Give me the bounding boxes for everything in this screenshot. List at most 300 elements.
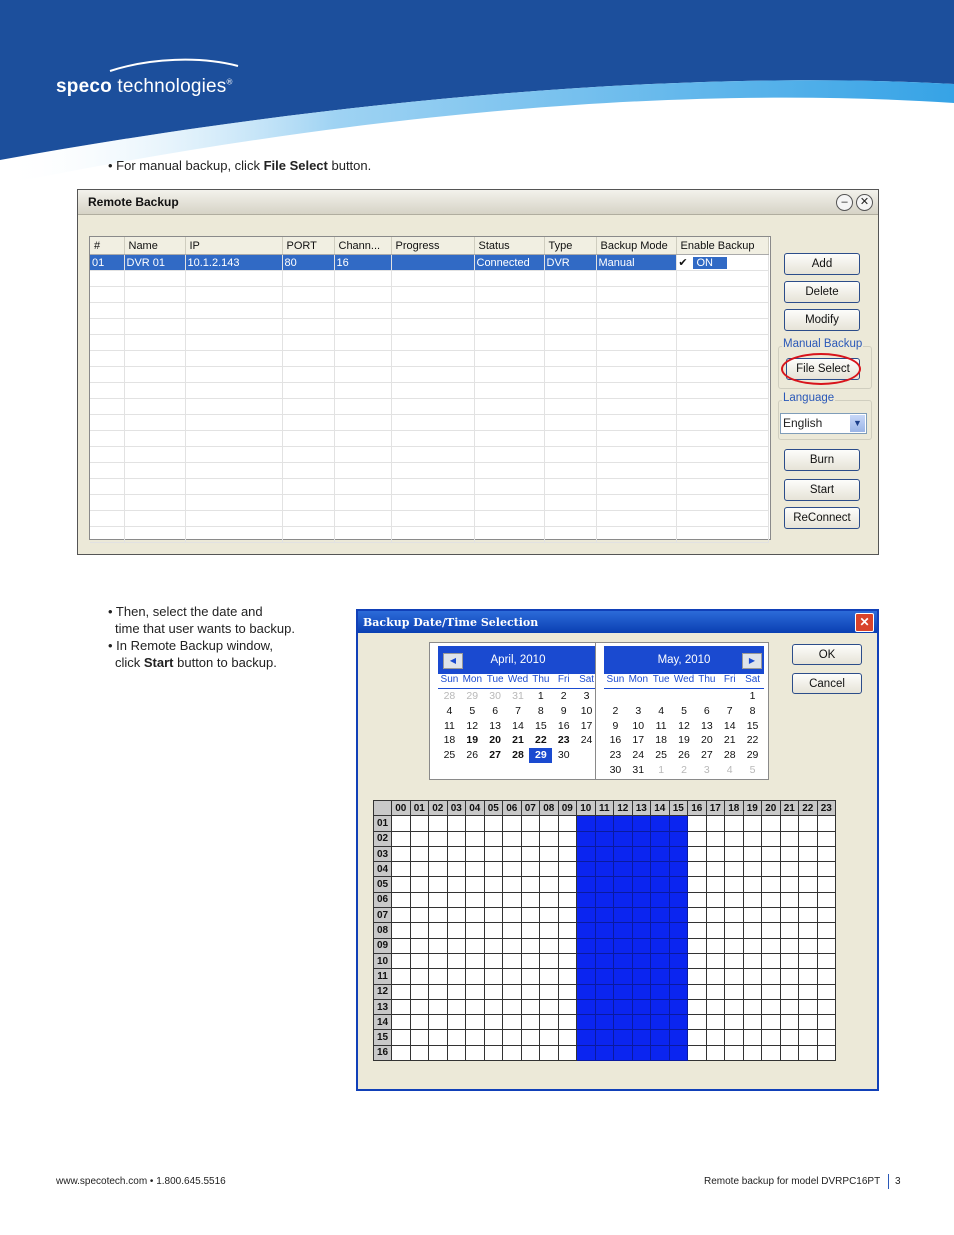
channel-header[interactable]: 13	[374, 999, 392, 1014]
hour-cell[interactable]	[410, 1045, 429, 1060]
hour-cell[interactable]	[410, 1030, 429, 1045]
hour-cell[interactable]	[688, 923, 707, 938]
next-month-icon[interactable]: ▶	[742, 653, 762, 669]
hour-cell[interactable]	[706, 908, 725, 923]
col-number[interactable]: #	[90, 237, 124, 255]
hour-cell[interactable]	[577, 938, 596, 953]
hour-cell[interactable]	[651, 999, 670, 1014]
hour-cell[interactable]	[558, 831, 577, 846]
hour-cell[interactable]	[595, 953, 614, 968]
hour-header[interactable]: 04	[466, 801, 485, 816]
hour-cell[interactable]	[817, 892, 836, 907]
hour-cell[interactable]	[725, 969, 744, 984]
hour-cell[interactable]	[780, 1045, 799, 1060]
calendar-day[interactable]: 8	[537, 704, 544, 717]
calendar-day[interactable]: 11	[655, 719, 667, 732]
hour-cell[interactable]	[595, 999, 614, 1014]
hour-cell[interactable]	[466, 999, 485, 1014]
hour-cell[interactable]	[799, 953, 818, 968]
hour-cell[interactable]	[503, 953, 522, 968]
calendar-day[interactable]: 2	[681, 763, 687, 776]
hour-cell[interactable]	[410, 892, 429, 907]
hour-cell[interactable]	[392, 908, 411, 923]
hour-cell[interactable]	[651, 1045, 670, 1060]
calendar-day[interactable]: 28	[723, 749, 736, 761]
hour-cell[interactable]	[410, 1015, 429, 1030]
hour-header[interactable]: 09	[558, 801, 577, 816]
hour-cell[interactable]	[447, 846, 466, 861]
hour-cell[interactable]	[688, 938, 707, 953]
col-backup-mode[interactable]: Backup Mode	[596, 237, 676, 255]
hour-cell[interactable]	[706, 846, 725, 861]
hour-cell[interactable]	[706, 938, 725, 953]
hour-cell[interactable]	[706, 862, 725, 877]
hour-cell[interactable]	[410, 969, 429, 984]
calendar-day[interactable]: 4	[446, 704, 453, 717]
hour-cell[interactable]	[558, 1045, 577, 1060]
calendar-day[interactable]: 15	[535, 719, 547, 732]
hour-cell[interactable]	[429, 938, 448, 953]
hour-cell[interactable]	[595, 908, 614, 923]
hour-cell[interactable]	[632, 923, 651, 938]
calendar-day[interactable]: 30	[489, 690, 501, 702]
hour-cell[interactable]	[706, 1015, 725, 1030]
calendar-day[interactable]: 4	[658, 704, 665, 717]
hour-cell[interactable]	[466, 1030, 485, 1045]
hour-cell[interactable]	[706, 953, 725, 968]
hour-cell[interactable]	[614, 846, 633, 861]
hour-header[interactable]: 23	[817, 801, 836, 816]
hour-cell[interactable]	[614, 877, 633, 892]
hour-cell[interactable]	[632, 908, 651, 923]
hour-cell[interactable]	[447, 1045, 466, 1060]
hour-cell[interactable]	[688, 862, 707, 877]
hour-cell[interactable]	[466, 938, 485, 953]
calendar-day[interactable]: 31	[512, 690, 524, 702]
hour-cell[interactable]	[429, 831, 448, 846]
hour-cell[interactable]	[669, 984, 688, 999]
start-button[interactable]: Start	[784, 479, 860, 501]
channel-header[interactable]: 07	[374, 908, 392, 923]
calendar-day[interactable]: 18	[655, 734, 667, 747]
calendar-day[interactable]: 29	[529, 748, 552, 763]
hour-cell[interactable]	[540, 1030, 559, 1045]
hour-cell[interactable]	[595, 969, 614, 984]
hour-cell[interactable]	[706, 984, 725, 999]
hour-cell[interactable]	[817, 969, 836, 984]
hour-cell[interactable]	[799, 969, 818, 984]
hour-cell[interactable]	[706, 877, 725, 892]
calendar-day[interactable]: 3	[635, 704, 642, 717]
hour-cell[interactable]	[799, 816, 818, 831]
hour-cell[interactable]	[577, 1015, 596, 1030]
hour-cell[interactable]	[799, 999, 818, 1014]
hour-cell[interactable]	[466, 984, 485, 999]
hour-header[interactable]: 06	[503, 801, 522, 816]
hour-cell[interactable]	[484, 999, 503, 1014]
hour-cell[interactable]	[817, 862, 836, 877]
hour-cell[interactable]	[614, 862, 633, 877]
hour-cell[interactable]	[688, 908, 707, 923]
hour-cell[interactable]	[392, 984, 411, 999]
hour-cell[interactable]	[392, 969, 411, 984]
calendar-day[interactable]: 21	[723, 734, 736, 747]
burn-button[interactable]: Burn	[784, 449, 860, 471]
hour-cell[interactable]	[669, 892, 688, 907]
add-button[interactable]: Add	[784, 253, 860, 275]
hour-cell[interactable]	[410, 862, 429, 877]
hour-cell[interactable]	[484, 846, 503, 861]
hour-cell[interactable]	[540, 999, 559, 1014]
hour-cell[interactable]	[817, 938, 836, 953]
hour-cell[interactable]	[780, 953, 799, 968]
col-progress[interactable]: Progress	[391, 237, 474, 255]
hour-cell[interactable]	[632, 1015, 651, 1030]
hour-cell[interactable]	[780, 846, 799, 861]
hour-cell[interactable]	[410, 908, 429, 923]
hour-cell[interactable]	[725, 831, 744, 846]
hour-cell[interactable]	[799, 984, 818, 999]
hour-cell[interactable]	[503, 969, 522, 984]
hour-cell[interactable]	[447, 892, 466, 907]
hour-cell[interactable]	[558, 1030, 577, 1045]
hour-cell[interactable]	[558, 1015, 577, 1030]
hour-cell[interactable]	[725, 938, 744, 953]
hour-cell[interactable]	[595, 1015, 614, 1030]
calendar-day[interactable]: 30	[557, 749, 570, 761]
hour-cell[interactable]	[521, 877, 540, 892]
hour-cell[interactable]	[762, 1045, 781, 1060]
hour-cell[interactable]	[669, 831, 688, 846]
hour-cell[interactable]	[558, 908, 577, 923]
calendar-day[interactable]: 22	[535, 734, 547, 747]
hour-cell[interactable]	[392, 877, 411, 892]
hour-cell[interactable]	[743, 984, 762, 999]
hour-cell[interactable]	[725, 1045, 744, 1060]
hour-cell[interactable]	[651, 1030, 670, 1045]
hour-cell[interactable]	[558, 877, 577, 892]
hour-cell[interactable]	[799, 1045, 818, 1060]
hour-cell[interactable]	[577, 953, 596, 968]
hour-cell[interactable]	[632, 938, 651, 953]
calendar-day[interactable]: 31	[632, 763, 645, 776]
hour-cell[interactable]	[447, 908, 466, 923]
hour-cell[interactable]	[632, 816, 651, 831]
hour-cell[interactable]	[743, 862, 762, 877]
hour-header[interactable]: 05	[484, 801, 503, 816]
hour-cell[interactable]	[429, 923, 448, 938]
calendar-day[interactable]: 3	[583, 690, 590, 702]
hour-cell[interactable]	[466, 908, 485, 923]
hour-cell[interactable]	[484, 984, 503, 999]
hour-cell[interactable]	[484, 969, 503, 984]
calendar-day[interactable]: 24	[580, 734, 593, 747]
calendar-day[interactable]: 29	[746, 749, 759, 761]
hour-cell[interactable]	[762, 877, 781, 892]
hour-cell[interactable]	[558, 984, 577, 999]
hour-cell[interactable]	[577, 877, 596, 892]
hour-cell[interactable]	[780, 923, 799, 938]
hour-cell[interactable]	[614, 1030, 633, 1045]
calendar-day[interactable]: 14	[723, 719, 736, 732]
hour-cell[interactable]	[706, 816, 725, 831]
hour-cell[interactable]	[632, 1045, 651, 1060]
hour-cell[interactable]	[429, 862, 448, 877]
hour-cell[interactable]	[780, 984, 799, 999]
hour-cell[interactable]	[410, 877, 429, 892]
hour-cell[interactable]	[632, 1030, 651, 1045]
calendar-day[interactable]: 30	[609, 763, 622, 776]
col-channels[interactable]: Chann...	[334, 237, 391, 255]
hour-cell[interactable]	[429, 1030, 448, 1045]
hour-cell[interactable]	[410, 816, 429, 831]
hour-cell[interactable]	[577, 816, 596, 831]
enable-checkbox[interactable]: ✔	[678, 257, 688, 269]
channel-header[interactable]: 16	[374, 1045, 392, 1060]
hour-cell[interactable]	[762, 969, 781, 984]
hour-cell[interactable]	[447, 1030, 466, 1045]
calendar-day[interactable]: 26	[678, 749, 690, 761]
hour-header[interactable]: 22	[799, 801, 818, 816]
hour-cell[interactable]	[484, 862, 503, 877]
hour-cell[interactable]	[762, 984, 781, 999]
hour-cell[interactable]	[651, 938, 670, 953]
channel-header[interactable]: 14	[374, 1015, 392, 1030]
hour-cell[interactable]	[817, 1030, 836, 1045]
hour-cell[interactable]	[429, 984, 448, 999]
hour-cell[interactable]	[466, 877, 485, 892]
hour-cell[interactable]	[447, 969, 466, 984]
hour-cell[interactable]	[762, 846, 781, 861]
hour-cell[interactable]	[540, 938, 559, 953]
hour-cell[interactable]	[540, 892, 559, 907]
hour-cell[interactable]	[577, 923, 596, 938]
channel-header[interactable]: 10	[374, 953, 392, 968]
hour-cell[interactable]	[521, 953, 540, 968]
hour-cell[interactable]	[762, 816, 781, 831]
hour-cell[interactable]	[540, 923, 559, 938]
col-port[interactable]: PORT	[282, 237, 334, 255]
cancel-button[interactable]: Cancel	[792, 673, 862, 694]
calendar-day[interactable]: 21	[512, 734, 524, 747]
hour-header[interactable]: 14	[651, 801, 670, 816]
hour-cell[interactable]	[688, 1030, 707, 1045]
calendar-day[interactable]: 4	[726, 763, 733, 776]
hour-cell[interactable]	[743, 892, 762, 907]
calendar-day[interactable]: 9	[560, 704, 567, 717]
hour-cell[interactable]	[577, 892, 596, 907]
hour-cell[interactable]	[651, 831, 670, 846]
hour-cell[interactable]	[429, 953, 448, 968]
hour-cell[interactable]	[688, 816, 707, 831]
hour-cell[interactable]	[392, 953, 411, 968]
hour-cell[interactable]	[429, 1015, 448, 1030]
hour-cell[interactable]	[780, 831, 799, 846]
hour-cell[interactable]	[484, 938, 503, 953]
close-icon[interactable]: ✕	[856, 194, 873, 211]
calendar-day[interactable]: 25	[443, 749, 456, 761]
hour-cell[interactable]	[632, 984, 651, 999]
hour-cell[interactable]	[503, 831, 522, 846]
hour-cell[interactable]	[632, 862, 651, 877]
hour-cell[interactable]	[595, 938, 614, 953]
hour-cell[interactable]	[743, 938, 762, 953]
hour-cell[interactable]	[669, 1015, 688, 1030]
calendar-day[interactable]: 2	[560, 690, 567, 702]
hour-cell[interactable]	[410, 938, 429, 953]
calendar-day[interactable]: 1	[658, 763, 665, 776]
hour-cell[interactable]	[521, 1030, 540, 1045]
hour-cell[interactable]	[817, 984, 836, 999]
calendar-day[interactable]: 7	[515, 704, 521, 717]
hour-cell[interactable]	[410, 984, 429, 999]
calendar-day[interactable]: 18	[443, 734, 456, 747]
hour-cell[interactable]	[429, 816, 448, 831]
hour-cell[interactable]	[725, 846, 744, 861]
hour-cell[interactable]	[540, 969, 559, 984]
modify-button[interactable]: Modify	[784, 309, 860, 331]
calendar-day[interactable]: 16	[609, 734, 622, 747]
hour-cell[interactable]	[503, 908, 522, 923]
calendar-day[interactable]: 3	[703, 763, 710, 776]
hour-cell[interactable]	[780, 999, 799, 1014]
hour-cell[interactable]	[466, 1045, 485, 1060]
hour-cell[interactable]	[762, 938, 781, 953]
hour-cell[interactable]	[447, 816, 466, 831]
hour-cell[interactable]	[595, 1045, 614, 1060]
language-select[interactable]	[780, 413, 867, 434]
hour-cell[interactable]	[410, 953, 429, 968]
hour-cell[interactable]	[521, 938, 540, 953]
hour-cell[interactable]	[651, 908, 670, 923]
hour-cell[interactable]	[447, 938, 466, 953]
hour-cell[interactable]	[521, 892, 540, 907]
hour-cell[interactable]	[817, 999, 836, 1014]
hour-cell[interactable]	[466, 892, 485, 907]
calendar-day[interactable]: 15	[746, 719, 759, 732]
hour-cell[interactable]	[521, 984, 540, 999]
hour-header[interactable]: 00	[392, 801, 411, 816]
calendar-day[interactable]: 1	[749, 690, 756, 702]
hour-cell[interactable]	[595, 862, 614, 877]
calendar-day[interactable]: 13	[701, 719, 713, 732]
hour-cell[interactable]	[540, 908, 559, 923]
hour-cell[interactable]	[595, 816, 614, 831]
hour-cell[interactable]	[743, 877, 762, 892]
chevron-down-icon[interactable]: ▼	[850, 415, 865, 432]
hour-cell[interactable]	[725, 908, 744, 923]
hour-cell[interactable]	[688, 1045, 707, 1060]
hour-header[interactable]: 20	[762, 801, 781, 816]
hour-cell[interactable]	[484, 908, 503, 923]
hour-cell[interactable]	[614, 999, 633, 1014]
hour-cell[interactable]	[595, 892, 614, 907]
hour-cell[interactable]	[743, 923, 762, 938]
hour-cell[interactable]	[521, 862, 540, 877]
hour-cell[interactable]	[595, 1030, 614, 1045]
calendar-day[interactable]: 5	[469, 704, 476, 717]
hour-cell[interactable]	[688, 831, 707, 846]
hour-cell[interactable]	[817, 908, 836, 923]
hour-cell[interactable]	[614, 908, 633, 923]
hour-cell[interactable]	[447, 953, 466, 968]
hour-cell[interactable]	[540, 846, 559, 861]
hour-cell[interactable]	[762, 1030, 781, 1045]
hour-cell[interactable]	[614, 892, 633, 907]
hour-header[interactable]: 13	[632, 801, 651, 816]
hour-cell[interactable]	[392, 892, 411, 907]
hour-cell[interactable]	[577, 1045, 596, 1060]
hour-cell[interactable]	[392, 999, 411, 1014]
minimize-icon[interactable]: –	[836, 194, 853, 211]
hour-header[interactable]: 15	[669, 801, 688, 816]
calendar-day[interactable]: 24	[632, 749, 645, 761]
hour-cell[interactable]	[780, 816, 799, 831]
hour-cell[interactable]	[503, 1045, 522, 1060]
hour-cell[interactable]	[688, 984, 707, 999]
calendar-day[interactable]: 10	[632, 719, 645, 732]
hour-cell[interactable]	[429, 846, 448, 861]
hour-cell[interactable]	[558, 969, 577, 984]
hour-cell[interactable]	[780, 892, 799, 907]
hour-header[interactable]: 08	[540, 801, 559, 816]
calendar-day[interactable]: 17	[632, 734, 645, 747]
hour-cell[interactable]	[429, 969, 448, 984]
reconnect-button[interactable]: ReConnect	[784, 507, 860, 529]
hour-cell[interactable]	[466, 923, 485, 938]
hour-cell[interactable]	[743, 831, 762, 846]
hour-cell[interactable]	[614, 1015, 633, 1030]
hour-cell[interactable]	[466, 953, 485, 968]
hour-cell[interactable]	[743, 999, 762, 1014]
hour-cell[interactable]	[447, 923, 466, 938]
calendar-day[interactable]: 29	[466, 690, 479, 702]
calendar-day[interactable]: 12	[678, 719, 690, 732]
hour-cell[interactable]	[725, 953, 744, 968]
hour-cell[interactable]	[669, 862, 688, 877]
hour-cell[interactable]	[651, 862, 670, 877]
hour-cell[interactable]	[392, 816, 411, 831]
hour-cell[interactable]	[799, 831, 818, 846]
hour-cell[interactable]	[447, 999, 466, 1014]
hour-cell[interactable]	[669, 938, 688, 953]
col-name[interactable]: Name	[124, 237, 185, 255]
channel-header[interactable]: 04	[374, 862, 392, 877]
hour-cell[interactable]	[688, 999, 707, 1014]
hour-cell[interactable]	[799, 892, 818, 907]
hour-cell[interactable]	[503, 1030, 522, 1045]
hour-cell[interactable]	[577, 969, 596, 984]
hour-cell[interactable]	[392, 846, 411, 861]
calendar-day[interactable]: 28	[443, 690, 456, 702]
hour-header[interactable]: 11	[595, 801, 614, 816]
hour-cell[interactable]	[410, 846, 429, 861]
hour-header[interactable]: 19	[743, 801, 762, 816]
hour-cell[interactable]	[669, 969, 688, 984]
hour-cell[interactable]	[614, 938, 633, 953]
hour-cell[interactable]	[540, 1045, 559, 1060]
hour-cell[interactable]	[817, 953, 836, 968]
hour-header[interactable]: 16	[688, 801, 707, 816]
hour-cell[interactable]	[503, 846, 522, 861]
hour-cell[interactable]	[392, 1045, 411, 1060]
hour-cell[interactable]	[595, 877, 614, 892]
hour-cell[interactable]	[540, 953, 559, 968]
hour-cell[interactable]	[651, 923, 670, 938]
hour-cell[interactable]	[466, 846, 485, 861]
hour-cell[interactable]	[595, 923, 614, 938]
hour-cell[interactable]	[503, 984, 522, 999]
